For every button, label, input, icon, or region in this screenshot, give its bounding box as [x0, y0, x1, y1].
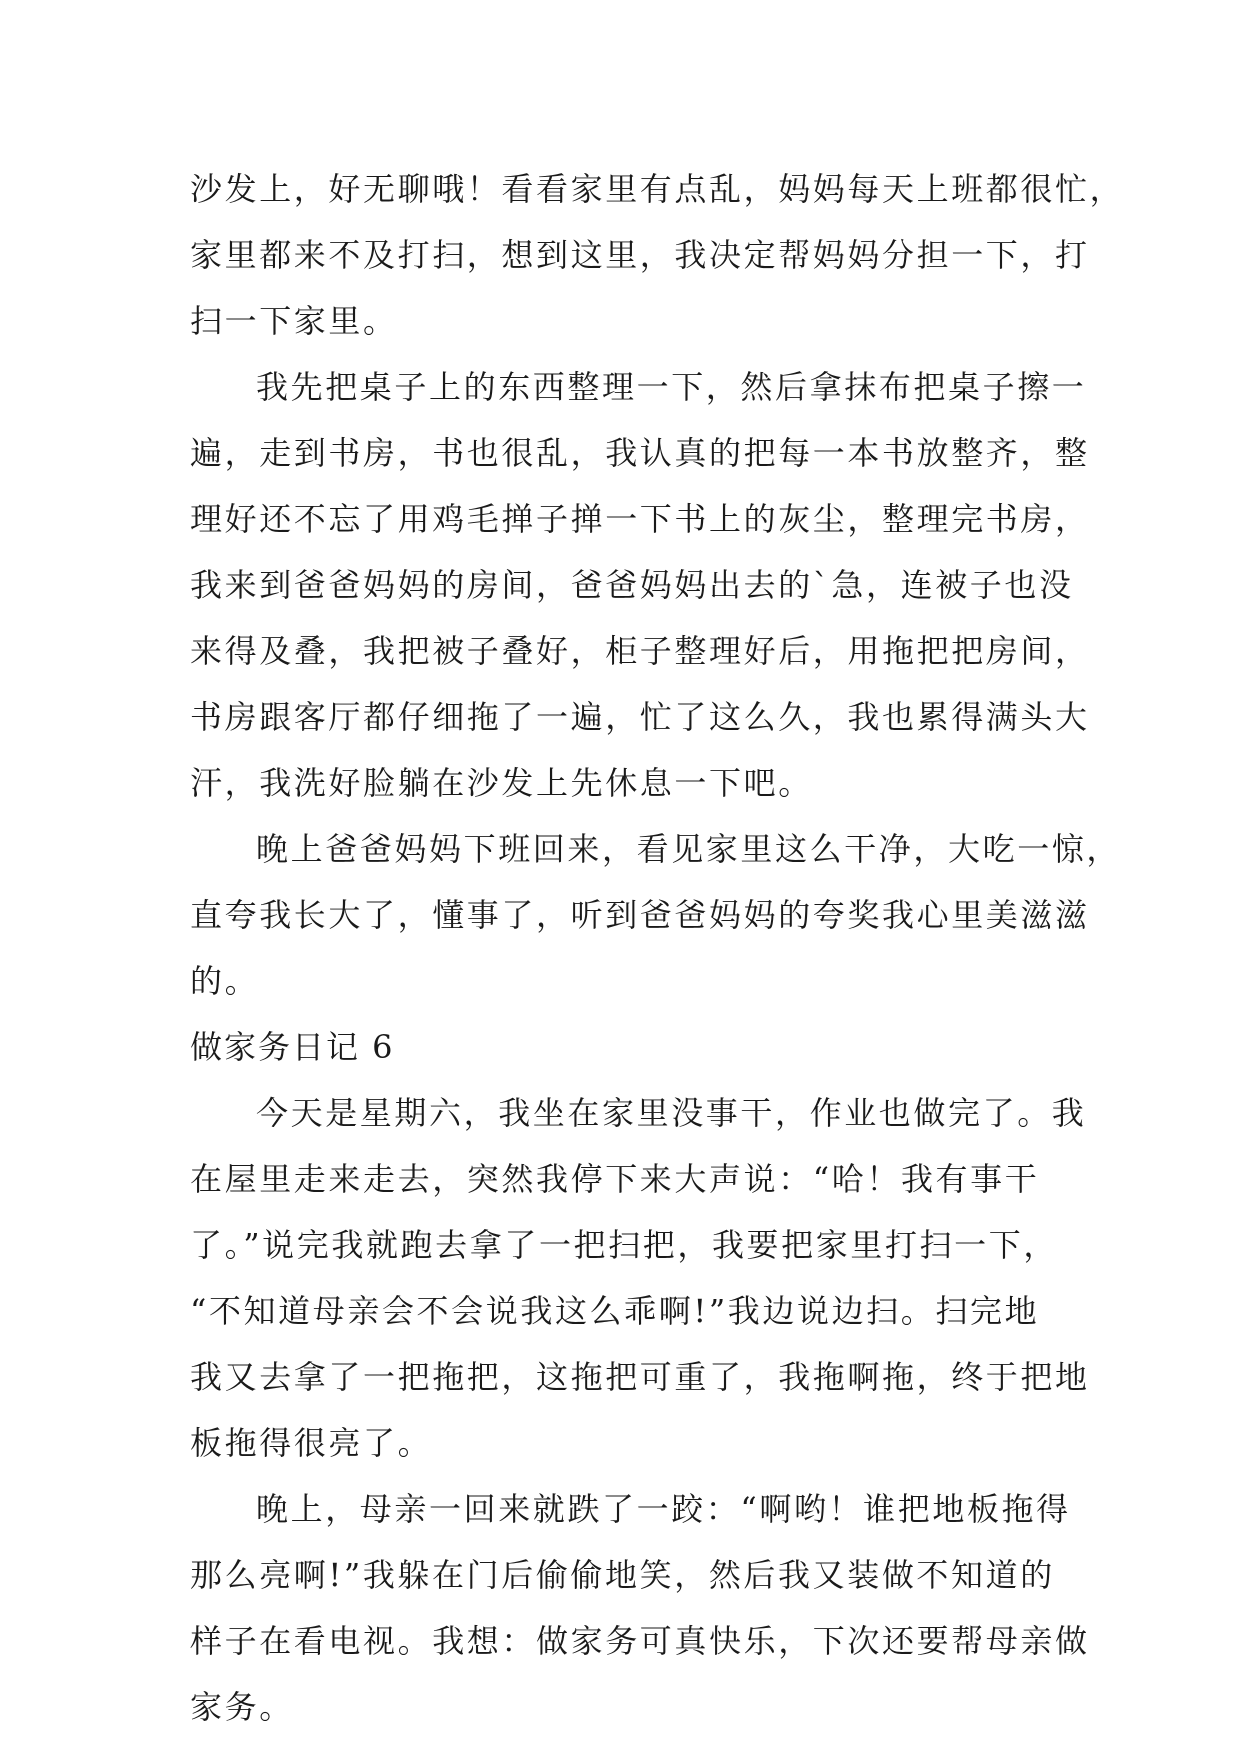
text-line: 晚上，母亲一回来就跌了一跤：“啊哟！谁把地板拖得 [256, 1490, 1071, 1528]
paragraph-1 [190, 156, 1125, 354]
document-body [190, 156, 1125, 1740]
text-line: 了。”说完我就跑去拿了一把扫把，我要把家里打扫一下， [190, 1226, 1058, 1264]
text-line: 沙发上，好无聊哦！看看家里有点乱，妈妈每天上班都很忙， [190, 170, 1125, 208]
text-line: 来得及叠，我把被子叠好，柜子整理好后，用拖把把房间， [190, 632, 1090, 670]
text-line: 家里都来不及打扫，想到这里，我决定帮妈妈分担一下，打 [190, 236, 1090, 274]
text-line: 板拖得很亮了。 [190, 1424, 433, 1462]
text-line: 的。 [190, 962, 260, 1000]
text-line: 我来到爸爸妈妈的房间，爸爸妈妈出去的`急，连被子也没 [190, 566, 1074, 604]
text-line: 我先把桌子上的东西整理一下，然后拿抹布把桌子擦一 [256, 368, 1087, 406]
text-line: 晚上爸爸妈妈下班回来，看见家里这么干净，大吃一惊， [256, 830, 1122, 868]
text-line: “不知道母亲会不会说我这么乖啊!”我边说边扫。扫完地 [190, 1292, 1040, 1330]
paragraph-5 [190, 1476, 1090, 1740]
paragraph-4 [190, 1080, 1090, 1476]
text-line: 直夸我长大了，懂事了，听到爸爸妈妈的夸奖我心里美滋滋 [190, 896, 1090, 934]
paragraph-2 [190, 354, 1090, 816]
text-line: 我又去拿了一把拖把，这拖把可重了，我拖啊拖，终于把地 [190, 1358, 1090, 1396]
text-line: 今天是星期六，我坐在家里没事干，作业也做完了。我 [256, 1094, 1087, 1132]
text-line: 书房跟客厅都仔细拖了一遍，忙了这么久，我也累得满头大 [190, 698, 1090, 736]
text-line: 家务。 [190, 1688, 294, 1726]
text-line: 理好还不忘了用鸡毛掸子掸一下书上的灰尘，整理完书房， [190, 500, 1090, 538]
text-line: 汗，我洗好脸躺在沙发上先休息一下吧。 [190, 764, 813, 802]
text-line: 在屋里走来走去，突然我停下来大声说：“哈！我有事干 [190, 1160, 1040, 1198]
section-heading: 做家务日记 6 [190, 1028, 395, 1066]
text-line: 遍，走到书房，书也很乱，我认真的把每一本书放整齐，整 [190, 434, 1090, 472]
text-line: 扫一下家里。 [190, 302, 398, 340]
paragraph-3 [190, 816, 1122, 1014]
text-line: 样子在看电视。我想：做家务可真快乐，下次还要帮母亲做 [190, 1622, 1090, 1660]
text-line: 那么亮啊!”我躲在门后偷偷地笑，然后我又装做不知道的 [190, 1556, 1055, 1594]
